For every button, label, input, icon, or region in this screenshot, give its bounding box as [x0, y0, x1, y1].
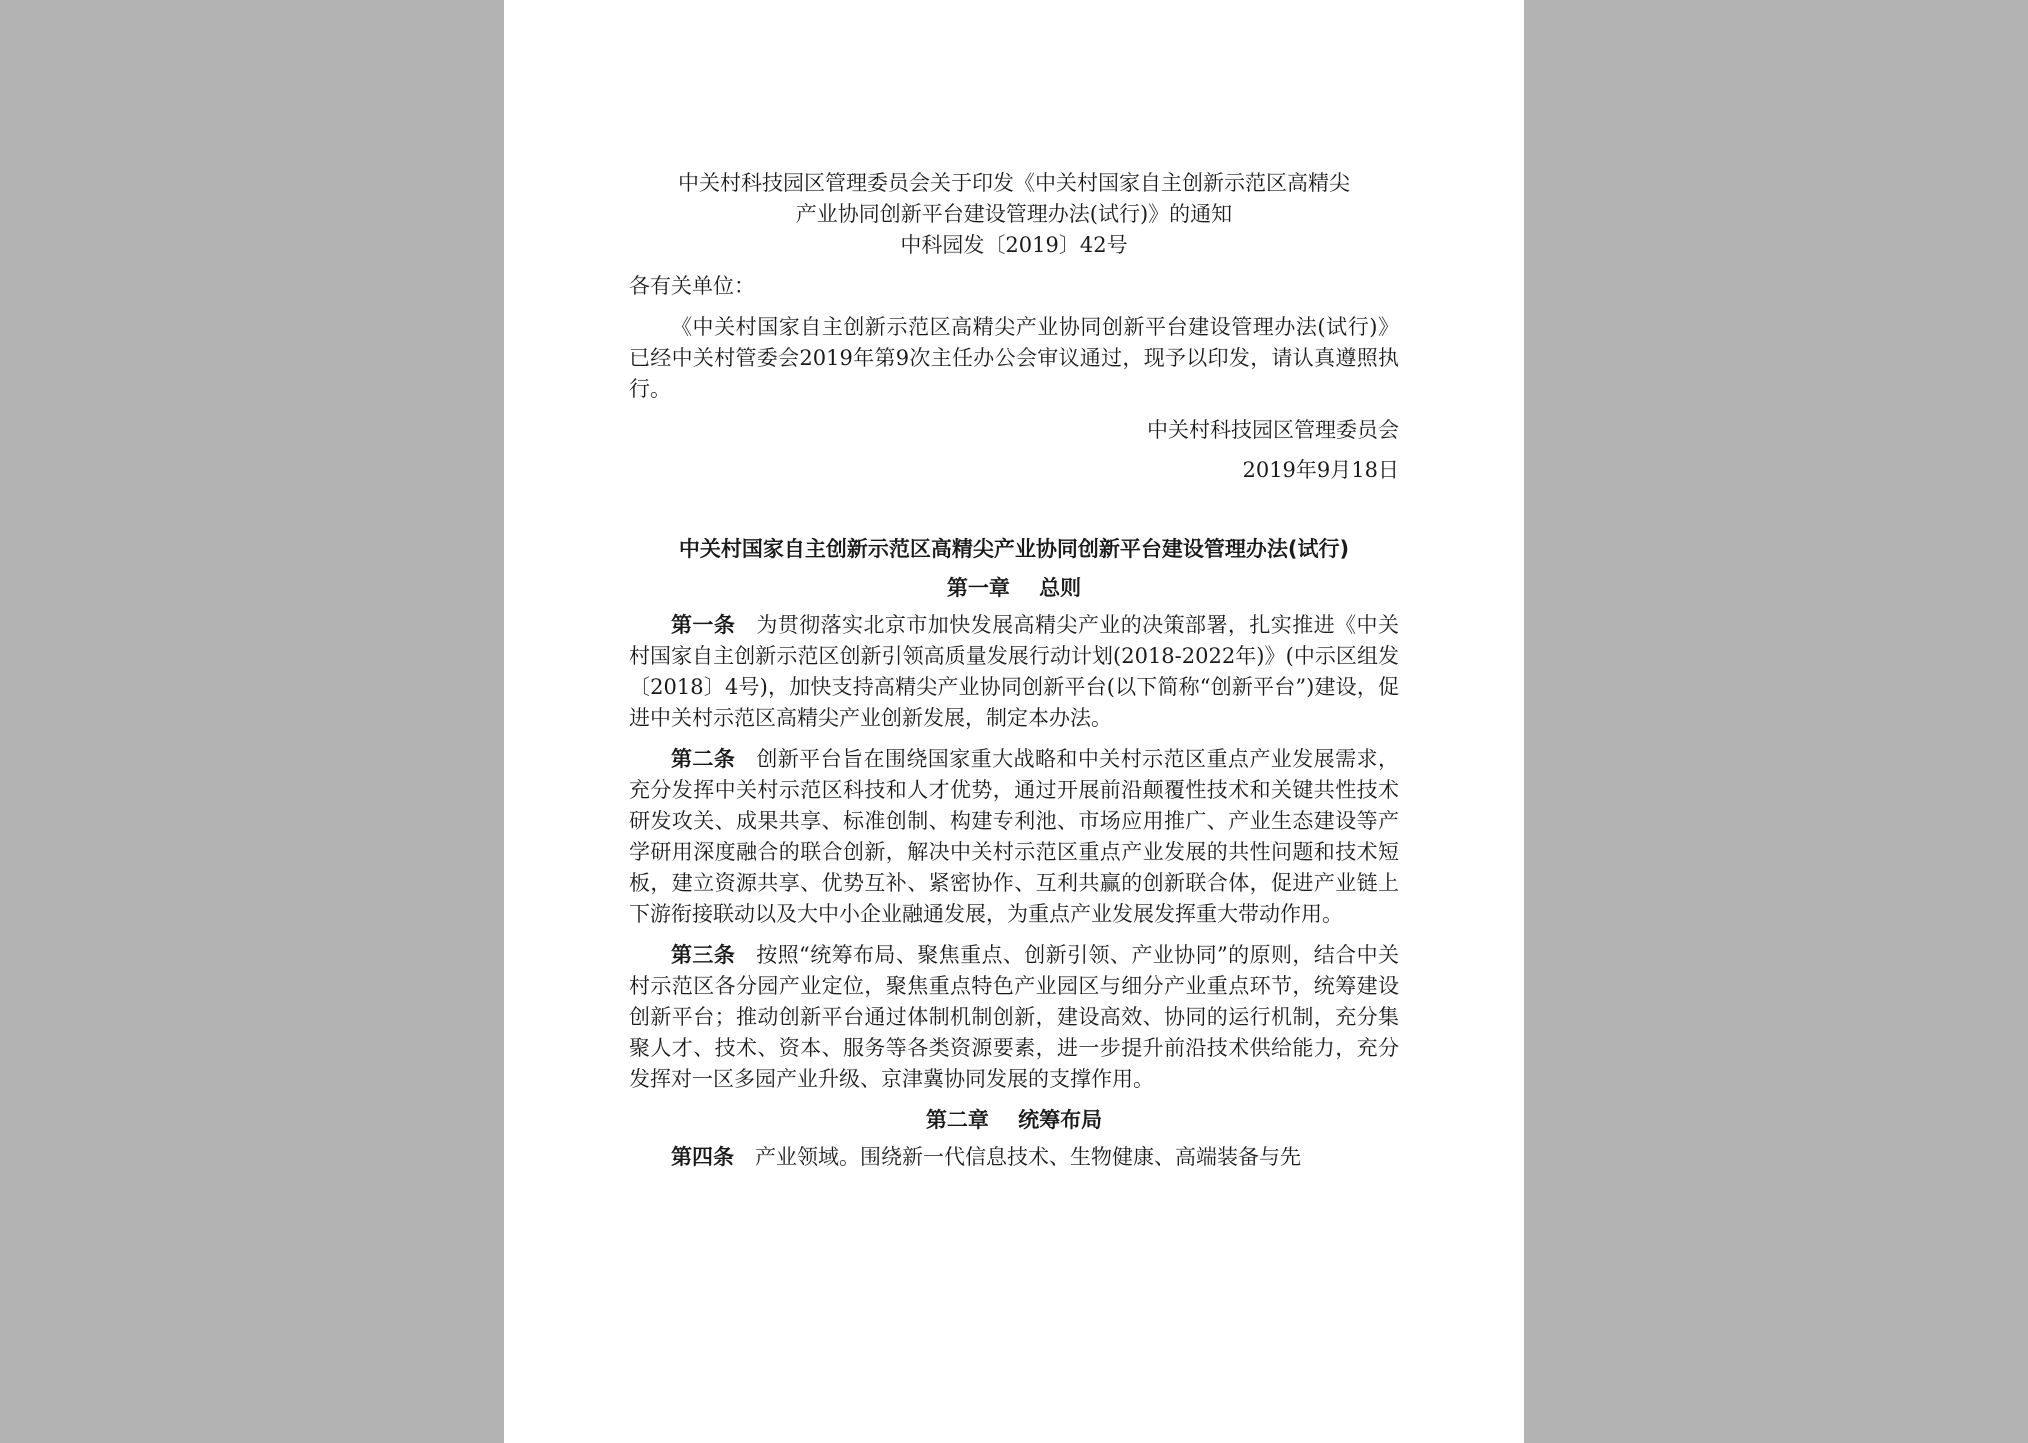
article-label: 第三条: [671, 943, 736, 967]
regulation-title: 中关村国家自主创新示范区高精尖产业协同创新平台建设管理办法(试行): [678, 537, 1350, 561]
document-content: [629, 168, 1399, 1183]
notice-body: 《中关村国家自主创新示范区高精尖产业协同创新平台建设管理办法(试行)》已经中关村管委会2019年第9次主任办公会审议通过，现予以印发，请认真遵照执行。: [629, 315, 1399, 401]
issuer: 中关村科技园区管理委员会: [1147, 418, 1399, 442]
salutation: 各有关单位：: [629, 274, 755, 298]
article-text: 为贯彻落实北京市加快发展高精尖产业的决策部署，扎实推进《中关村国家自主创新示范区创新引领高质量发展行动计划(2018-2022年)》(中示区组发〔2018〕4号)，加快支持高精尖产业协同创新平台(以下简称“创新平台”)建设，促进中关村示范区高精尖产业创新发展，制定本办法。: [629, 613, 1399, 730]
notice-title-line1: 中关村科技园区管理委员会关于印发《中关村国家自主创新示范区高精尖: [678, 171, 1350, 195]
article-label: 第四条: [671, 1145, 734, 1169]
article-text: 按照“统筹布局、聚焦重点、创新引领、产业协同”的原则，结合中关村示范区各分园产业定位，聚焦重点特色产业园区与细分产业重点环节，统筹建设创新平台；推动创新平台通过体制机制创新，建设高效、协同的运行机制，充分集聚人才、技术、资本、服务等各类资源要素，进一步提升前沿技术供给能力，充分发挥对一区多园产业升级、京津冀协同发展的支撑作用。: [629, 943, 1399, 1091]
article: [629, 940, 1399, 1095]
article-label: 第二条: [671, 747, 736, 771]
issue-date: 2019年9月18日: [1242, 458, 1399, 482]
document-number: 中科园发〔2019〕42号: [900, 233, 1128, 257]
article-label: 第一条: [671, 613, 736, 637]
notice-title-line2: 产业协同创新平台建设管理办法(试行)》的通知: [795, 202, 1233, 226]
article-text: 创新平台旨在围绕国家重大战略和中关村示范区重点产业发展需求，充分发挥中关村示范区科技和人才优势，通过开展前沿颠覆性技术和关键共性技术研发攻关、成果共享、标准创制、构建专利池、市场应用推广、产业生态建设等产学研用深度融合的联合创新，解决中关村示范区重点产业发展的共性问题和技术短板，建立资源共享、优势互补、紧密协作、互利共赢的创新联合体，促进产业链上下游衔接联动以及大中小企业融通发展，为重点产业发展发挥重大带动作用。: [629, 747, 1399, 926]
article: [629, 1142, 1399, 1173]
chapter-heading: 第二章 统筹布局: [925, 1108, 1103, 1132]
chapter-heading: 第一章 总则: [946, 576, 1082, 600]
article-text: 产业领域。围绕新一代信息技术、生物健康、高端装备与先: [755, 1145, 1301, 1169]
article: [629, 610, 1399, 734]
article: [629, 744, 1399, 930]
document-page: [504, 0, 1524, 1443]
